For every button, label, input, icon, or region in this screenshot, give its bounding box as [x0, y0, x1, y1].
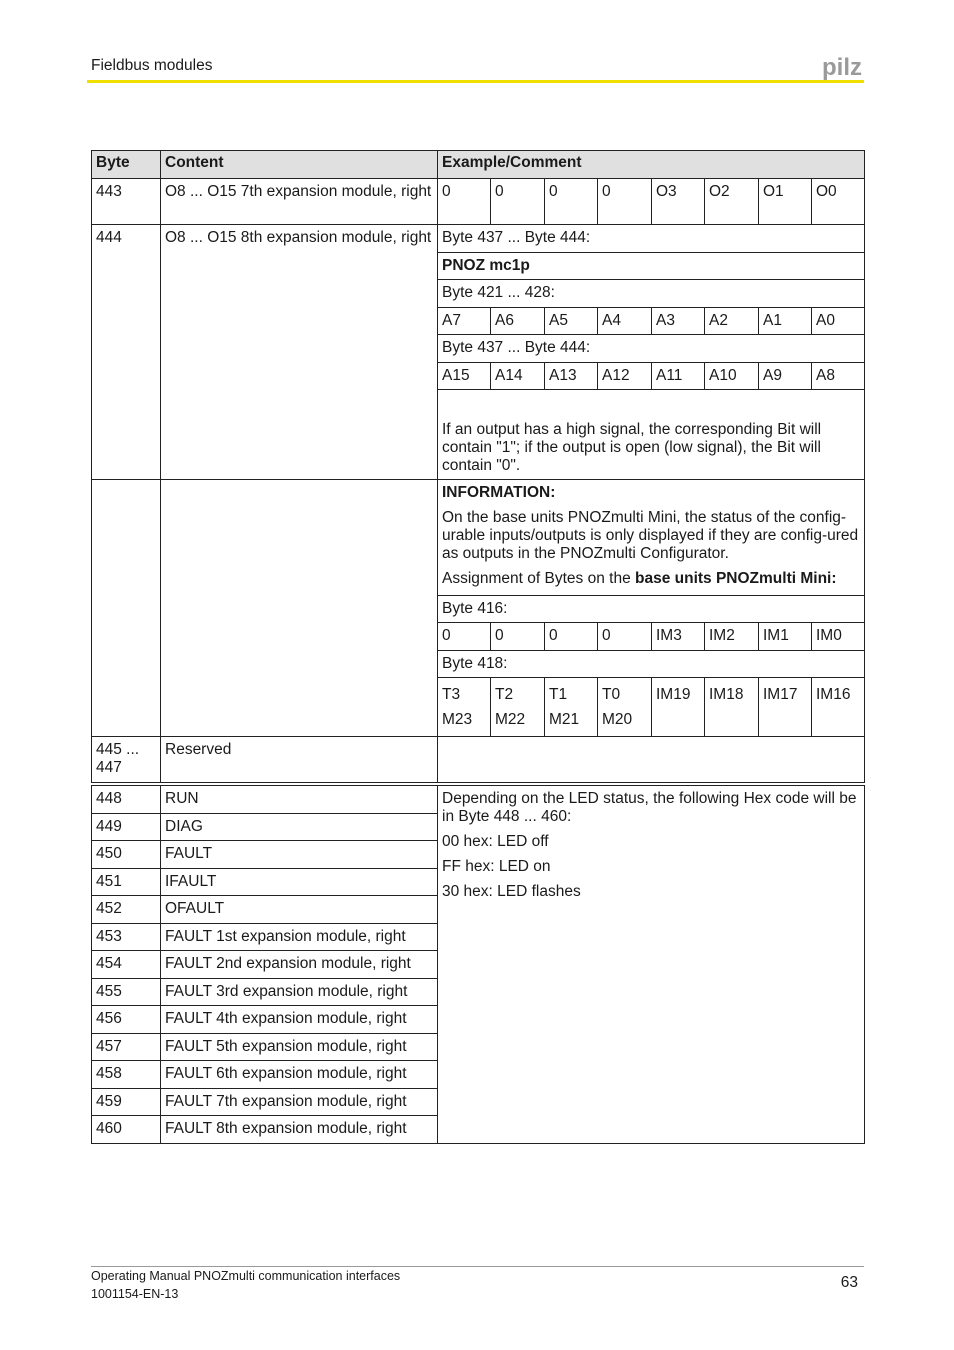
comment-line: Byte 437 ... Byte 444: [438, 225, 865, 253]
bit-cell: A9 [759, 363, 812, 390]
footer-rule [91, 1266, 864, 1267]
led-code-item: FF hex: LED on [442, 858, 551, 875]
bit-cell: A3 [652, 308, 705, 335]
bit-cell: A8 [812, 363, 865, 390]
byte-cell: 455 [92, 978, 161, 1006]
bit-cell: A6 [491, 308, 545, 335]
bit-cell: T2 M22 [491, 678, 545, 737]
bit-cell: IM1 [759, 623, 812, 651]
svg-text:pilz: pilz [822, 54, 862, 80]
information-block [438, 480, 865, 596]
bit-cell: 0 [545, 179, 598, 225]
bit-cell: T3 M23 [438, 678, 491, 737]
bit-cell: A10 [705, 363, 759, 390]
content-cell: FAULT 8th expansion module, right [161, 1116, 438, 1144]
table-row [92, 786, 865, 814]
bit-cell: A5 [545, 308, 598, 335]
bit-cell: 0 [598, 179, 652, 225]
signal-note: If an output has a high signal, the corresponding Bit will contain "1"; if the output is open (low signal), the Bit will contain "0". [438, 390, 865, 480]
led-intro: Depending on the LED status, the following Hex code will be in Byte 448 ... 460: [442, 790, 857, 825]
byte-cell: 451 [92, 868, 161, 896]
comment-line: Byte 418: [438, 651, 865, 678]
byte-cell: 459 [92, 1088, 161, 1116]
byte-cell: 454 [92, 951, 161, 979]
assignment-bold: base units PNOZmulti Mini: [635, 570, 837, 587]
content-cell: FAULT 1st expansion module, right [161, 923, 438, 951]
bit-cell: O0 [812, 179, 865, 225]
content-cell: RUN [161, 786, 438, 814]
assignment-line [442, 570, 860, 588]
content-cell: FAULT 5th expansion module, right [161, 1033, 438, 1061]
content-cell: O8 ... O15 7th expansion module, right [161, 179, 438, 225]
byte-cell: 450 [92, 841, 161, 869]
byte-cell: 449 [92, 813, 161, 841]
pnoz-mc1p-label: PNOZ mc1p [438, 253, 865, 280]
content-cell: OFAULT [161, 896, 438, 924]
bit-cell: A2 [705, 308, 759, 335]
byte-table-main [91, 150, 865, 783]
page-number: 63 [840, 1274, 858, 1291]
bit-cell: IM16 [812, 678, 865, 737]
byte-cell: 443 [92, 179, 161, 225]
bit-cell: A14 [491, 363, 545, 390]
col-header-byte: Byte [92, 151, 161, 179]
pilz-logo [822, 54, 864, 80]
bit-cell: A13 [545, 363, 598, 390]
bit-cell: T0 M20 [598, 678, 652, 737]
footer-manual-title: Operating Manual PNOZmulti communication interfaces [91, 1269, 401, 1283]
comment-line: Byte 421 ... 428: [438, 280, 865, 308]
led-code-item: 30 hex: LED flashes [442, 883, 581, 900]
bit-cell: IM3 [652, 623, 705, 651]
content-cell: FAULT 3rd expansion module, right [161, 978, 438, 1006]
bit-cell: IM18 [705, 678, 759, 737]
bit-cell: A4 [598, 308, 652, 335]
bit-cell: 0 [491, 623, 545, 651]
bit-cell: 0 [491, 179, 545, 225]
byte-cell: 458 [92, 1061, 161, 1089]
byte-cell: 453 [92, 923, 161, 951]
content-cell: IFAULT [161, 868, 438, 896]
content-cell: FAULT 4th expansion module, right [161, 1006, 438, 1034]
byte-cell: 457 [92, 1033, 161, 1061]
content-cell: O8 ... O15 8th expansion module, right [161, 225, 438, 480]
bit-cell: T1 M21 [545, 678, 598, 737]
byte-cell-empty [92, 480, 161, 737]
content-cell: FAULT [161, 841, 438, 869]
led-comment [438, 786, 865, 1144]
byte-cell: 452 [92, 896, 161, 924]
bit-cell: A0 [812, 308, 865, 335]
bit-cell: IM19 [652, 678, 705, 737]
bit-cell: O2 [705, 179, 759, 225]
page-header-title: Fieldbus modules [91, 57, 213, 74]
led-code-item: 00 hex: LED off [442, 833, 549, 850]
bit-cell: A15 [438, 363, 491, 390]
byte-cell: 444 [92, 225, 161, 480]
bit-cell: O3 [652, 179, 705, 225]
bit-cell: A11 [652, 363, 705, 390]
content-cell-empty [161, 480, 438, 737]
comment-line: Byte 437 ... Byte 444: [438, 335, 865, 363]
byte-table-led [91, 785, 865, 1144]
footer-doc-number: 1001154-EN-13 [91, 1287, 179, 1301]
information-title: INFORMATION: [442, 484, 556, 501]
byte-cell: 448 [92, 786, 161, 814]
bit-cell: A1 [759, 308, 812, 335]
col-header-example: Example/Comment [438, 151, 865, 179]
comment-empty [438, 737, 865, 783]
comment-line: Byte 416: [438, 596, 865, 623]
assignment-prefix: Assignment of Bytes on the [442, 570, 635, 587]
content-cell: DIAG [161, 813, 438, 841]
byte-cell: 445 ... 447 [92, 737, 161, 783]
content-cell: FAULT 7th expansion module, right [161, 1088, 438, 1116]
bit-cell: 0 [438, 179, 491, 225]
content-cell: FAULT 2nd expansion module, right [161, 951, 438, 979]
col-header-content: Content [161, 151, 438, 179]
information-text: On the base units PNOZmulti Mini, the status of the config-urable inputs/outputs is only displayed if they are config-ured as outputs in the PNOZmulti Configurator. [442, 509, 859, 562]
bit-cell: 0 [438, 623, 491, 651]
bit-cell: O1 [759, 179, 812, 225]
bit-cell: A12 [598, 363, 652, 390]
content-cell: FAULT 6th expansion module, right [161, 1061, 438, 1089]
bit-cell: 0 [598, 623, 652, 651]
bit-cell: IM17 [759, 678, 812, 737]
header-rule [87, 80, 864, 83]
byte-cell: 460 [92, 1116, 161, 1144]
byte-cell: 456 [92, 1006, 161, 1034]
content-cell: Reserved [161, 737, 438, 783]
bit-cell: 0 [545, 623, 598, 651]
bit-cell: IM2 [705, 623, 759, 651]
bit-cell: IM0 [812, 623, 865, 651]
bit-cell: A7 [438, 308, 491, 335]
